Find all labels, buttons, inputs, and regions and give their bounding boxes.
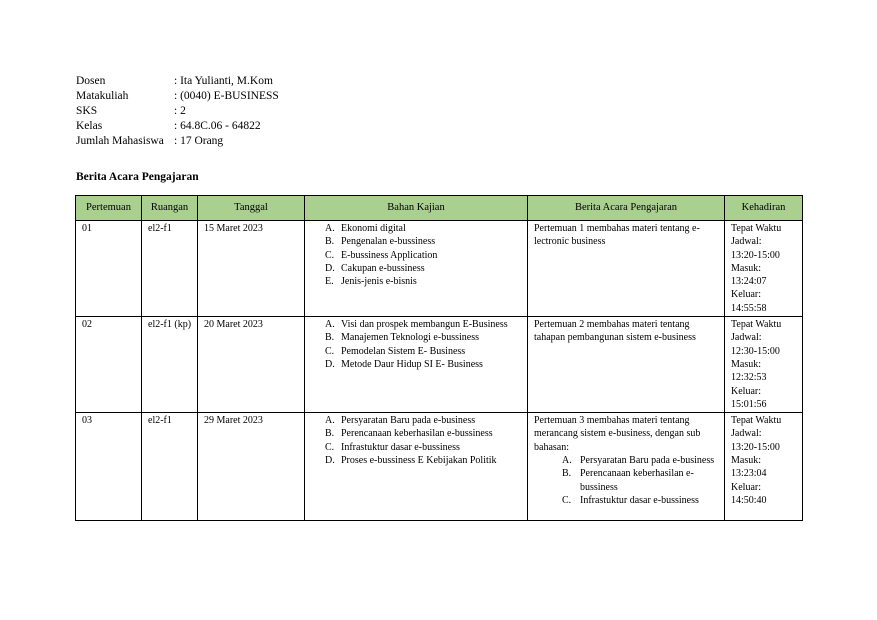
course-info xyxy=(76,74,279,149)
list-item xyxy=(534,467,719,494)
list-marker: D. xyxy=(325,455,335,467)
attendance-line: Jadwal: xyxy=(731,428,762,440)
berita-text: Pertemuan 3 membahas materi tentang merancang sistem e-business, dengan sub bahasan: xyxy=(534,415,701,453)
attendance-line: Masuk: xyxy=(731,358,761,370)
info-value: : 17 Orang xyxy=(174,135,224,147)
header-pertemuan: Pertemuan xyxy=(76,196,142,221)
info-label: Matakuliah xyxy=(76,90,129,102)
list-marker: A. xyxy=(325,415,335,427)
list-marker: D. xyxy=(325,358,335,370)
list-text: Persyaratan Baru pada e-business xyxy=(341,415,476,427)
info-label: Kelas xyxy=(76,120,103,132)
header-tanggal: Tanggal xyxy=(198,196,305,221)
list-item xyxy=(311,318,522,331)
list-text: Pemodelan Sistem E- Business xyxy=(341,345,466,357)
list-item xyxy=(311,275,522,288)
list-item xyxy=(534,494,719,507)
info-row-sks xyxy=(76,104,279,119)
cell-bahan-kajian xyxy=(305,317,528,413)
list-marker: C. xyxy=(325,345,335,357)
header-kehadiran: Kehadiran xyxy=(725,196,803,221)
list-item xyxy=(534,454,719,467)
cell-berita-acara xyxy=(528,317,725,413)
attendance-line: 13:20-15:00 xyxy=(731,441,780,453)
cell-bahan-kajian xyxy=(305,221,528,317)
attendance-line: Keluar: xyxy=(731,385,761,397)
list-text: E-bussiness Application xyxy=(341,249,438,261)
cell-kehadiran xyxy=(725,221,803,317)
list-text: Cakupan e-bussiness xyxy=(341,262,425,274)
topic-list xyxy=(311,222,522,288)
section-title: Berita Acara Pengajaran xyxy=(76,171,199,183)
header-bahan-kajian: Bahan Kajian xyxy=(305,196,528,221)
list-item xyxy=(311,262,522,275)
list-marker: B. xyxy=(325,236,335,248)
list-item xyxy=(311,414,522,427)
teaching-record-table xyxy=(75,195,803,521)
cell-berita-acara xyxy=(528,413,725,521)
attendance-line: 14:50:40 xyxy=(731,494,767,506)
info-label: Jumlah Mahasiswa xyxy=(76,135,164,147)
list-text: Infrastuktur dasar e-bussiness xyxy=(341,441,460,453)
cell-tanggal: 29 Maret 2023 xyxy=(198,413,305,521)
cell-pertemuan: 01 xyxy=(76,221,142,317)
topic-list xyxy=(311,414,522,467)
cell-tanggal: 20 Maret 2023 xyxy=(198,317,305,413)
berita-text: Pertemuan 1 membahas materi tentang e-lectronic business xyxy=(534,223,700,248)
attendance-line: 13:23:04 xyxy=(731,468,767,480)
attendance-line: 13:24:07 xyxy=(731,276,767,288)
header-berita-acara: Berita Acara Pengajaran xyxy=(528,196,725,221)
cell-pertemuan: 03 xyxy=(76,413,142,521)
list-text: Visi dan prospek membangun E-Business xyxy=(341,319,508,331)
attendance-line: Jadwal: xyxy=(731,332,762,344)
list-text: Infrastuktur dasar e-bussiness xyxy=(580,494,699,506)
list-marker: B. xyxy=(562,468,572,480)
cell-ruangan: el2-f1 xyxy=(142,413,198,521)
list-item xyxy=(311,441,522,454)
list-text: Proses e-bussiness E Kebijakan Politik xyxy=(341,455,497,467)
info-value: : Ita Yulianti, M.Kom xyxy=(174,75,273,87)
list-text: Manajemen Teknologi e-bussiness xyxy=(341,332,479,344)
info-value: : (0040) E-BUSINESS xyxy=(174,90,279,102)
topic-list xyxy=(311,318,522,371)
list-marker: C. xyxy=(562,494,572,506)
cell-berita-acara xyxy=(528,221,725,317)
list-text: Pengenalan e-bussiness xyxy=(341,236,436,248)
attendance-line: 15:01:56 xyxy=(731,398,767,410)
list-text: Ekonomi digital xyxy=(341,223,406,234)
list-text: Metode Daur Hidup SI E- Business xyxy=(341,358,483,370)
list-marker: C. xyxy=(325,441,335,453)
cell-bahan-kajian xyxy=(305,413,528,521)
cell-ruangan: el2-f1 xyxy=(142,221,198,317)
list-marker: B. xyxy=(325,428,335,440)
cell-kehadiran xyxy=(725,413,803,521)
attendance-line: Keluar: xyxy=(731,289,761,301)
header-ruangan: Ruangan xyxy=(142,196,198,221)
info-row-matakuliah xyxy=(76,89,279,104)
list-item xyxy=(311,358,522,371)
table-row xyxy=(76,413,803,521)
list-text: Perencanaan keberhasilan e-bussiness xyxy=(341,428,493,440)
attendance-line: Masuk: xyxy=(731,262,761,274)
list-item xyxy=(311,235,522,248)
list-item xyxy=(311,427,522,440)
list-item xyxy=(311,331,522,344)
list-marker: A. xyxy=(562,455,572,467)
attendance-line: Tepat Waktu xyxy=(731,319,782,331)
table-row xyxy=(76,221,803,317)
attendance-line: Masuk: xyxy=(731,455,761,467)
table-row xyxy=(76,317,803,413)
list-marker: E. xyxy=(325,276,334,288)
info-row-jumlah-mahasiswa xyxy=(76,134,279,149)
list-text: Persyaratan Baru pada e-business xyxy=(580,455,715,467)
cell-pertemuan: 02 xyxy=(76,317,142,413)
attendance-line: Jadwal: xyxy=(731,236,762,248)
attendance-line: 13:20-15:00 xyxy=(731,249,780,261)
attendance-line: 14:55:58 xyxy=(731,302,767,314)
info-value: : 2 xyxy=(174,105,186,117)
attendance-line: Keluar: xyxy=(731,481,761,493)
cell-ruangan: el2-f1 (kp) xyxy=(142,317,198,413)
list-marker: A. xyxy=(325,319,335,331)
info-label: SKS xyxy=(76,105,98,117)
list-item xyxy=(311,454,522,467)
cell-kehadiran xyxy=(725,317,803,413)
list-marker: A. xyxy=(325,223,335,234)
list-text: Perencanaan keberhasilan e-bussiness xyxy=(580,468,694,493)
list-marker: C. xyxy=(325,249,335,261)
info-row-dosen xyxy=(76,74,279,89)
list-item xyxy=(311,249,522,262)
cell-tanggal: 15 Maret 2023 xyxy=(198,221,305,317)
list-item xyxy=(311,345,522,358)
info-label: Dosen xyxy=(76,75,106,87)
attendance-line: 12:32:53 xyxy=(731,372,767,384)
attendance-line: Tepat Waktu xyxy=(731,223,782,234)
list-item xyxy=(311,222,522,235)
attendance-line: Tepat Waktu xyxy=(731,415,782,427)
list-marker: B. xyxy=(325,332,335,344)
info-value: : 64.8C.06 - 64822 xyxy=(174,120,261,132)
info-row-kelas xyxy=(76,119,279,134)
attendance-line: 12:30-15:00 xyxy=(731,345,780,357)
list-text: Jenis-jenis e-bisnis xyxy=(341,276,417,288)
topic-list xyxy=(534,454,719,507)
table-header-row xyxy=(76,196,803,221)
berita-text: Pertemuan 2 membahas materi tentang tahapan pembangunan sistem e-business xyxy=(534,319,696,344)
list-marker: D. xyxy=(325,262,335,274)
